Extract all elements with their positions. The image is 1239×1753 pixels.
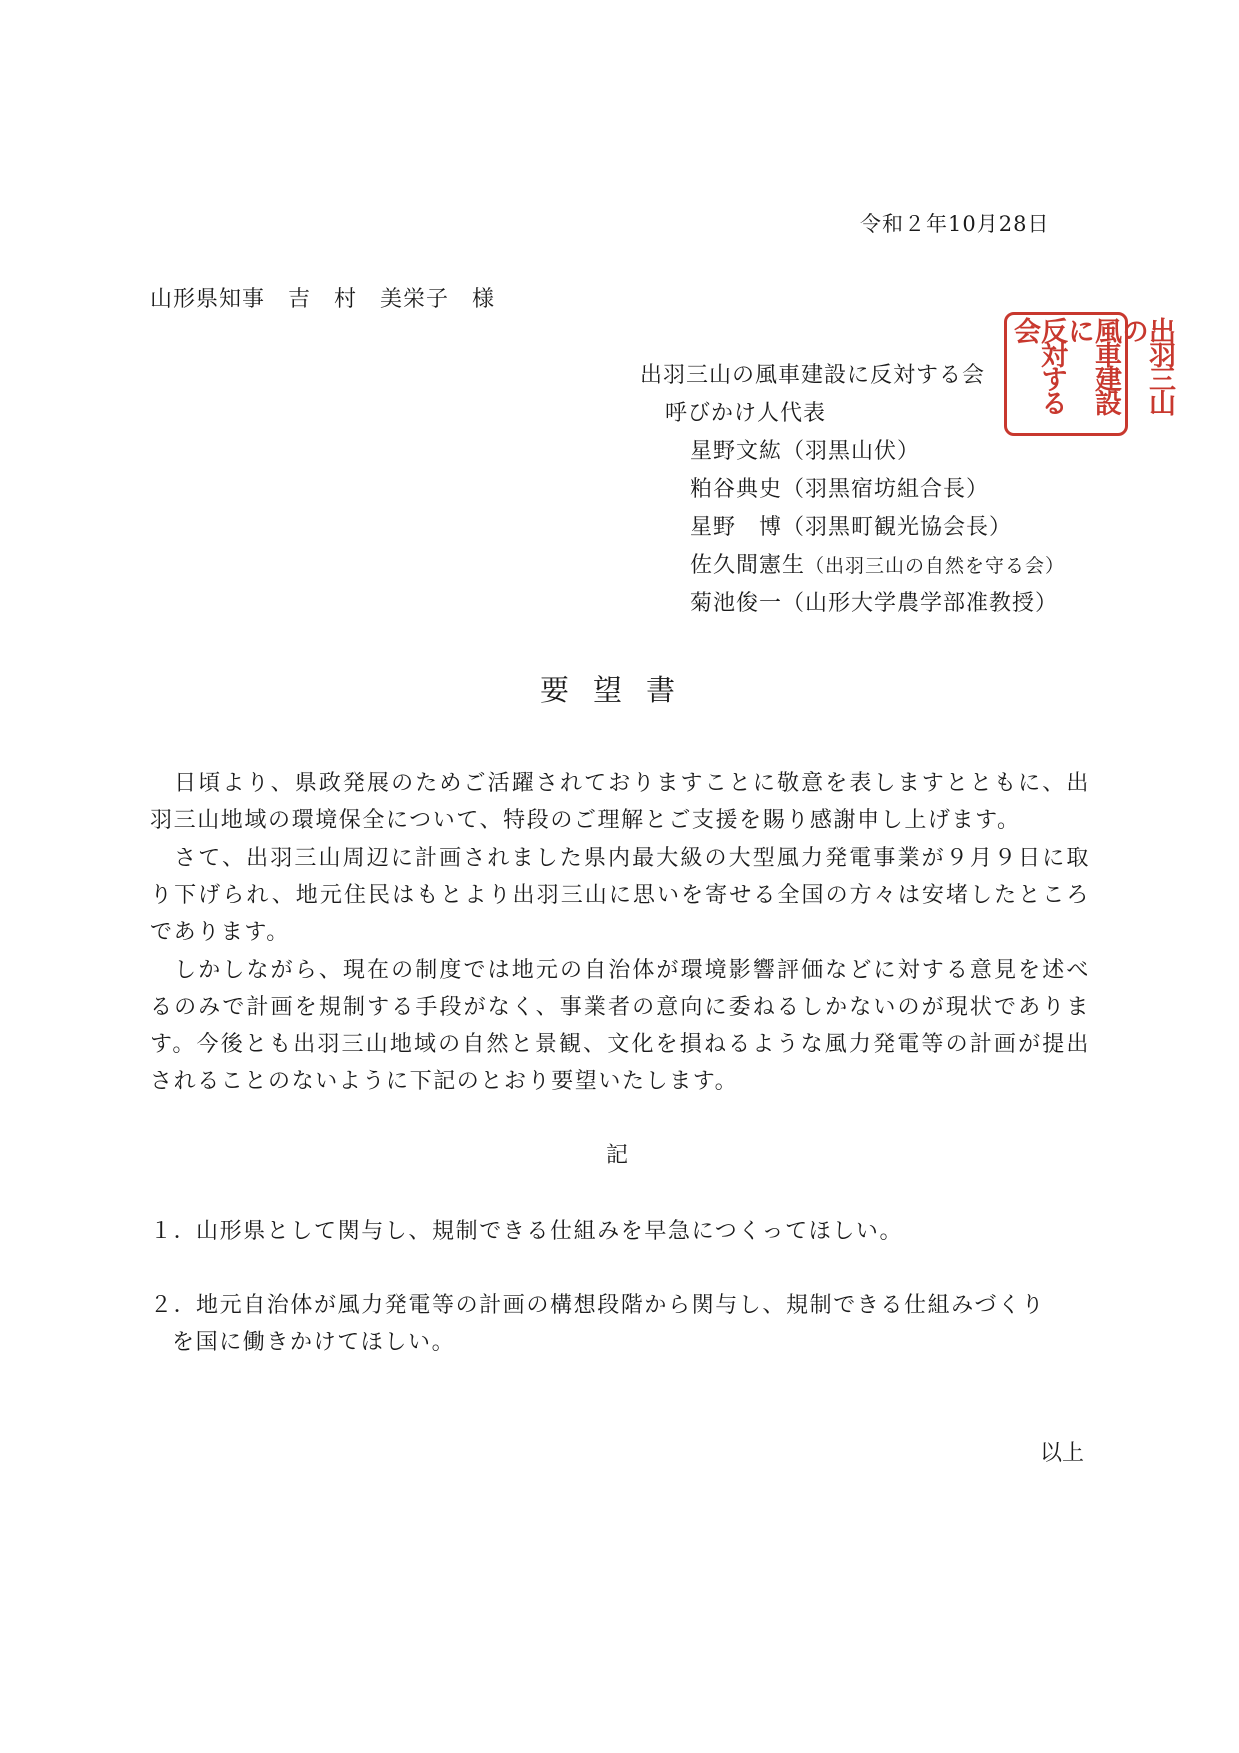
body-paragraph: 日頃より、県政発展のためご活躍されておりますことに敬意を表しますとともに、出羽三山地域の環境保全について、特段のご理解とご支援を賜り感謝申し上げます。: [150, 771, 1090, 833]
seal-column: 反対する会: [1009, 317, 1067, 413]
member-line: [690, 434, 920, 465]
member-affiliation: （山形大学農学部准教授）: [782, 591, 1059, 616]
member-name: 星野文紘: [690, 439, 783, 464]
member-line: [690, 548, 1065, 579]
item-text: 地元自治体が風力発電等の計画の構想段階から関与し、規制できる仕組みづくり: [196, 1293, 1046, 1318]
member-name: 星野 博: [690, 515, 783, 540]
representatives-title: 呼びかけ人代表: [665, 401, 827, 426]
item-number: ２．: [150, 1293, 198, 1318]
seal-column: 出羽三山の: [1117, 317, 1175, 413]
member-line: [690, 472, 989, 503]
body-paragraph: しかしながら、現在の制度では地元の自治体が環境影響評価などに対する意見を述べるのみで計画を規制する手段がなく、事業者の意向に委ねるしかないのが現状であります。今後とも出羽三山地域の自然と景観、文化を損ねるような風力発電等の計画が提出されることのないように下記のとおり要望いたします。: [150, 958, 1090, 1094]
member-affiliation: （羽黒町観光協会長）: [782, 515, 1013, 540]
item-text-continuation: を国に働きかけてほしい。: [172, 1330, 456, 1355]
document-date: 令和２年10月28日: [860, 212, 1050, 236]
request-item: [150, 1287, 1090, 1361]
sender-organization: 出羽三山の風車建設に反対する会: [640, 363, 986, 388]
closing-ijo: 以上: [1040, 1441, 1085, 1466]
document-title: 要望書: [540, 673, 700, 707]
member-affiliation: （出羽三山の自然を守る会）: [805, 555, 1066, 577]
member-name: 佐久間憲生: [690, 553, 806, 578]
item-text: 山形県として関与し、規制できる仕組みを早急につくってほしい。: [196, 1219, 904, 1244]
ki-heading: 記: [606, 1143, 629, 1168]
seal-column: 風車建設に: [1063, 317, 1121, 413]
recipient-line: 山形県知事 吉 村 美栄子 様: [150, 287, 496, 312]
member-affiliation: （羽黒宿坊組合長）: [782, 477, 990, 502]
member-line: [690, 586, 1058, 617]
request-item: [150, 1213, 1090, 1250]
body-paragraph: さて、出羽三山周辺に計画されました県内最大級の大型風力発電事業が９月９日に取り下げられ、地元住民はもとより出羽三山に思いを寄せる全国の方々は安堵したところであります。: [150, 846, 1090, 945]
member-name: 粕谷典史: [690, 477, 783, 502]
item-number: １．: [150, 1219, 198, 1244]
member-line: [690, 510, 1012, 541]
member-name: 菊池俊一: [690, 591, 783, 616]
member-affiliation: （羽黒山伏）: [782, 439, 921, 464]
organization-seal-stamp: [1004, 312, 1175, 436]
